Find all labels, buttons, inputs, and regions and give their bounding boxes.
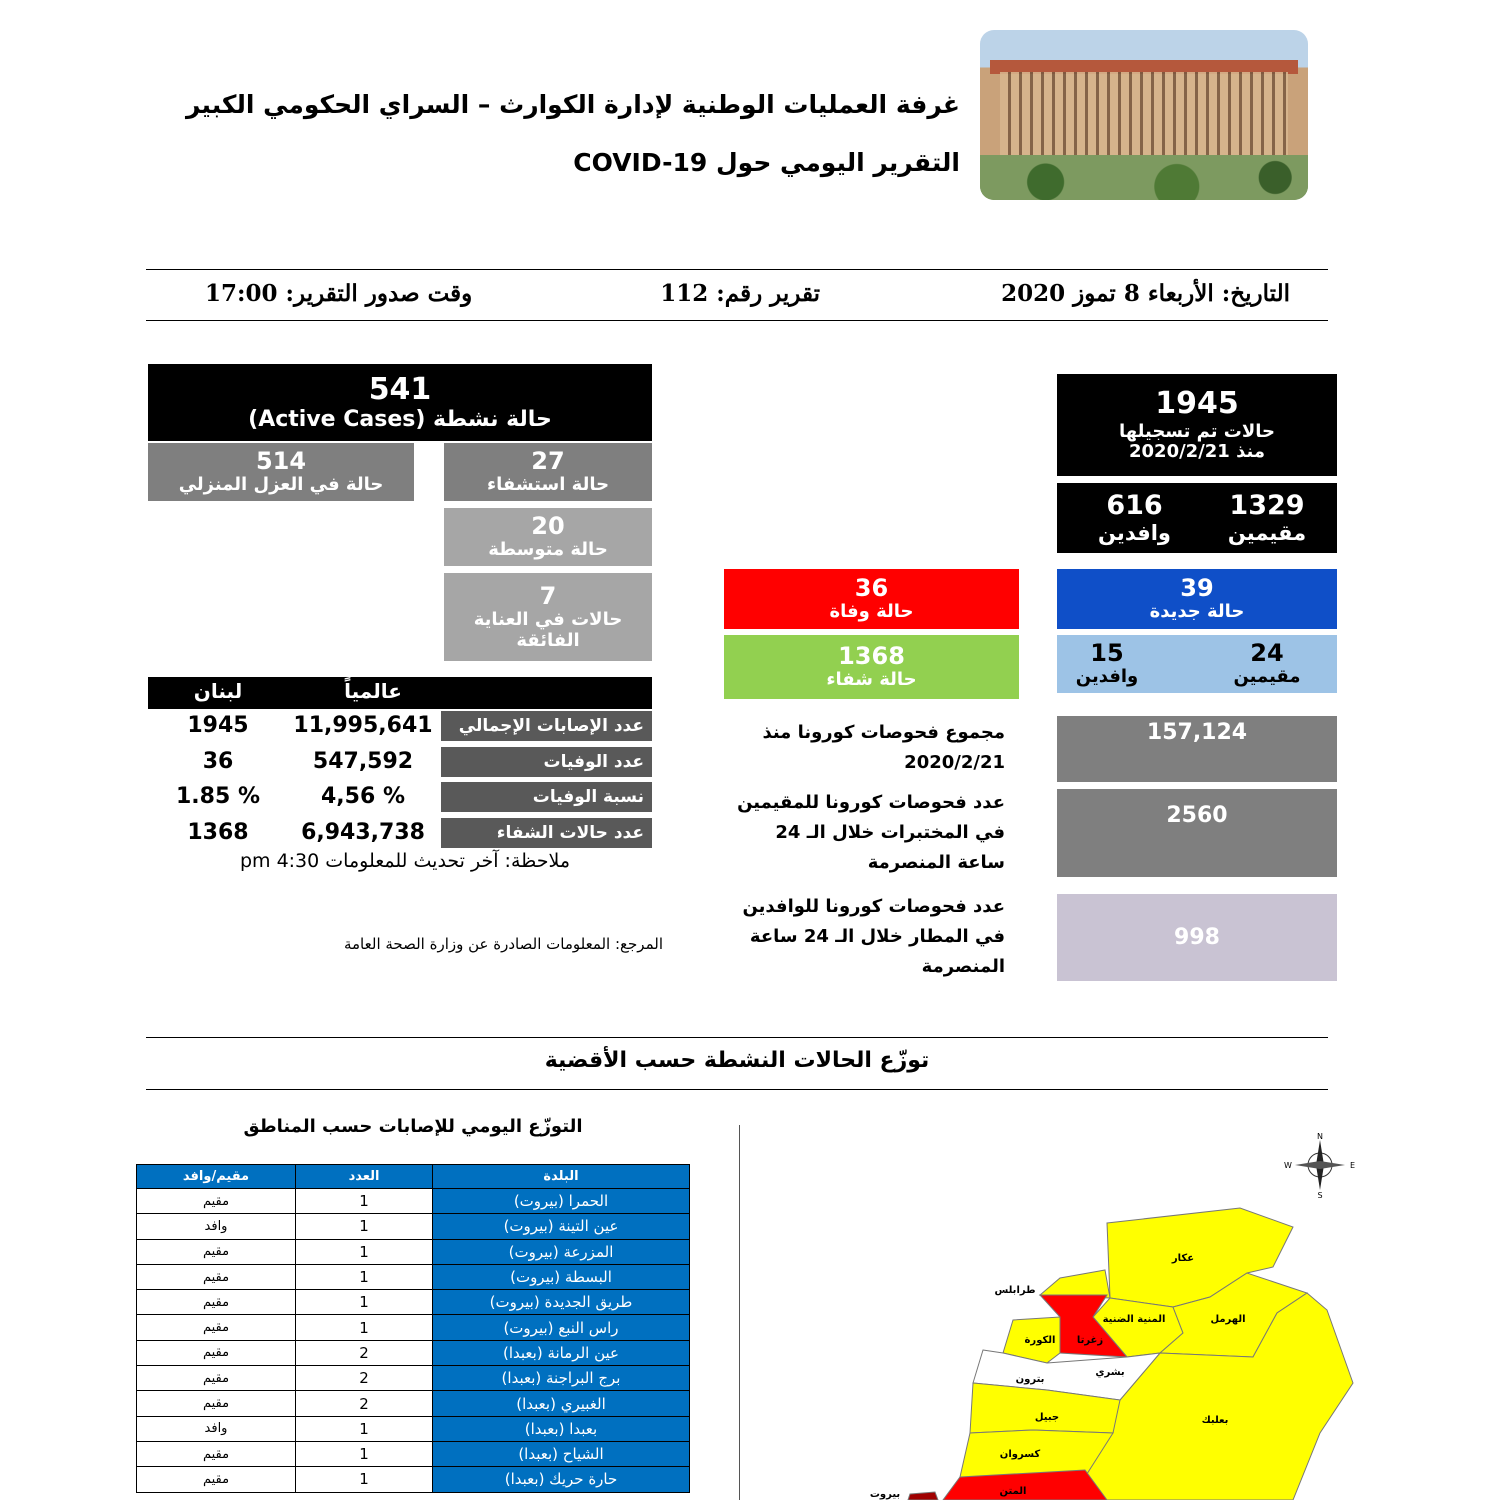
- world-header: عالمياً: [344, 679, 402, 703]
- label-minieh: المنية الضنية: [1102, 1314, 1166, 1325]
- label-bsharri: بشري: [1095, 1367, 1125, 1378]
- section-title: توزّع الحالات النشطة حسب الأقضية: [544, 1048, 930, 1073]
- recovered-label: حالة شفاء: [826, 669, 917, 691]
- issue-time: وقت صدور التقرير: 17:00: [205, 280, 473, 307]
- compass-e: E: [1350, 1161, 1356, 1170]
- place-cell: عين الرمانة (بعبدا): [433, 1340, 690, 1365]
- count-cell: 1: [296, 1189, 433, 1214]
- update-note: ملاحظة: آخر تحديث للمعلومات 4:30 pm: [239, 850, 570, 872]
- hospitalized-value: 27: [531, 446, 565, 475]
- compass-n: N: [1317, 1132, 1323, 1141]
- stat-label: عدد الوفيات: [441, 747, 652, 777]
- place-cell: عين التينة (بيروت): [433, 1214, 690, 1239]
- place-header: البلدة: [433, 1165, 690, 1189]
- residents-value: 1329: [1229, 490, 1305, 522]
- stat-lebanon: 1368: [187, 820, 249, 845]
- type-cell: مقيم: [137, 1189, 296, 1214]
- label-hermel: الهرمل: [1210, 1314, 1246, 1325]
- stat-label: عدد الإصابات الإجمالي: [441, 711, 652, 741]
- label-zgharta: زغرتا: [1076, 1335, 1104, 1346]
- tests-total-label: مجموع فحوصات كورونا منذ 2020/2/21: [762, 722, 1005, 773]
- count-cell: 1: [296, 1416, 433, 1441]
- moderate-label: حالة متوسطة: [488, 539, 608, 561]
- label-batroun: بترون: [1015, 1374, 1045, 1385]
- arrivals-label: وافدين: [1098, 521, 1171, 546]
- count-cell: 1: [296, 1239, 433, 1264]
- count-cell: 1: [296, 1315, 433, 1340]
- type-cell: مقيم: [137, 1290, 296, 1315]
- type-cell: مقيم: [137, 1264, 296, 1289]
- home-isolation-label: حالة في العزل المنزلي: [178, 474, 384, 496]
- source-note: المرجع: المعلومات الصادرة عن وزارة الصحة العامة: [343, 935, 663, 953]
- tests-residents-value: 2560: [1166, 803, 1228, 828]
- home-isolation-value: 514: [255, 446, 307, 475]
- new-arrivals-value: 15: [1090, 638, 1124, 667]
- stat-lebanon: 1.85 %: [176, 784, 260, 809]
- new-residents-label: مقيمين: [1233, 666, 1301, 688]
- type-cell: وافد: [137, 1214, 296, 1239]
- place-cell: الشياح (بعبدا): [433, 1441, 690, 1466]
- count-cell: 1: [296, 1264, 433, 1289]
- tests-residents-label: عدد فحوصات كورونا للمقيمين في المختبرات خلال الـ 24 ساعة المنصرمة: [737, 792, 1005, 873]
- compass-icon: [1284, 1132, 1355, 1200]
- type-header: مقيم/وافد: [137, 1165, 296, 1189]
- type-cell: مقيم: [137, 1391, 296, 1416]
- tests-total-value: 157,124: [1146, 720, 1248, 745]
- registered-label: حالات تم تسجيلها: [1118, 420, 1275, 442]
- label-tripoli: طرابلس: [994, 1285, 1036, 1296]
- label-akkar: عكار: [1171, 1253, 1195, 1264]
- compass-w: W: [1284, 1161, 1292, 1170]
- count-cell: 2: [296, 1391, 433, 1416]
- place-cell: طريق الجديدة (بيروت): [433, 1290, 690, 1315]
- count-cell: 1: [296, 1290, 433, 1315]
- moderate-value: 20: [531, 511, 565, 540]
- stat-lebanon: 1945: [187, 713, 249, 738]
- place-cell: الحمرا (بيروت): [433, 1189, 690, 1214]
- type-cell: مقيم: [137, 1239, 296, 1264]
- new-arrivals-label: وافدين: [1075, 666, 1139, 688]
- compass-s: S: [1317, 1191, 1323, 1200]
- new-residents-value: 24: [1250, 638, 1284, 667]
- label-metn: المتن: [999, 1486, 1027, 1497]
- place-cell: البسطة (بيروت): [433, 1264, 690, 1289]
- arrivals-value: 616: [1106, 490, 1163, 522]
- new-cases-label: حالة جديدة: [1149, 601, 1245, 623]
- type-cell: مقيم: [137, 1340, 296, 1365]
- count-cell: 1: [296, 1214, 433, 1239]
- count-header: العدد: [296, 1165, 433, 1189]
- tests-arrivals-label: عدد فحوصات كورونا للوافدين في المطار خلال الـ 24 ساعة المنصرمة: [742, 896, 1005, 977]
- report-number: تقرير رقم: 112: [660, 280, 820, 307]
- label-kesrouan: كسروان: [999, 1449, 1041, 1460]
- stat-lebanon: 36: [202, 749, 234, 774]
- stat-world: 6,943,738: [301, 820, 425, 845]
- icu-label: حالات في العناية الفائقة: [473, 609, 623, 651]
- recovered-value: 1368: [838, 641, 905, 670]
- new-cases-value: 39: [1180, 573, 1214, 602]
- label-jbeil: جبيل: [1034, 1412, 1060, 1423]
- stat-world: 4,56 %: [321, 784, 405, 809]
- district-beirut: [908, 1492, 938, 1500]
- stat-world: 11,995,641: [293, 713, 433, 738]
- deaths-label: حالة وفاة: [829, 601, 914, 623]
- tests-arrivals-value: 998: [1174, 924, 1220, 950]
- registered-since: منذ 2020/2/21: [1129, 441, 1265, 463]
- type-cell: مقيم: [137, 1315, 296, 1340]
- label-beirut: بيروت: [869, 1489, 901, 1500]
- registered-value: 1945: [1155, 386, 1239, 422]
- stat-label: نسبة الوفيات: [441, 782, 652, 812]
- label-koura: الكورة: [1024, 1335, 1056, 1346]
- count-cell: 2: [296, 1340, 433, 1365]
- label-baalbek: بعلبك: [1201, 1415, 1229, 1426]
- report-date: التاريخ: الأربعاء 8 تموز 2020: [1001, 280, 1290, 307]
- type-cell: مقيم: [137, 1441, 296, 1466]
- place-cell: حارة حريك (بعبدا): [433, 1467, 690, 1492]
- place-cell: المزرعة (بيروت): [433, 1239, 690, 1264]
- count-cell: 1: [296, 1467, 433, 1492]
- active-cases-value: 541: [368, 371, 432, 407]
- stat-world: 547,592: [312, 749, 414, 774]
- place-cell: بعبدا (بعبدا): [433, 1416, 690, 1441]
- lebanon-header: لبنان: [193, 679, 243, 703]
- deaths-value: 36: [854, 573, 889, 602]
- place-cell: راس النبع (بيروت): [433, 1315, 690, 1340]
- report-title: التقرير اليومي حول COVID-19: [573, 148, 960, 177]
- hospitalized-label: حالة استشفاء: [486, 474, 610, 496]
- type-cell: مقيم: [137, 1467, 296, 1492]
- place-cell: برج البراجنة (بعبدا): [433, 1366, 690, 1391]
- header-title: غرفة العمليات الوطنية لإدارة الكوارث – السراي الحكومي الكبير: [185, 90, 960, 119]
- residents-label: مقيمين: [1227, 521, 1307, 546]
- active-cases-label: حالة نشطة (Active Cases): [248, 407, 552, 433]
- distribution-title: التوزّع اليومي للإصابات حسب المناطق: [243, 1116, 583, 1137]
- count-cell: 2: [296, 1366, 433, 1391]
- count-cell: 1: [296, 1441, 433, 1466]
- type-cell: وافد: [137, 1416, 296, 1441]
- place-cell: الغبيري (بعبدا): [433, 1391, 690, 1416]
- stat-label: عدد حالات الشفاء: [441, 818, 652, 848]
- type-cell: مقيم: [137, 1366, 296, 1391]
- district-tripoli-coast: [1040, 1270, 1110, 1298]
- icu-value: 7: [539, 581, 557, 610]
